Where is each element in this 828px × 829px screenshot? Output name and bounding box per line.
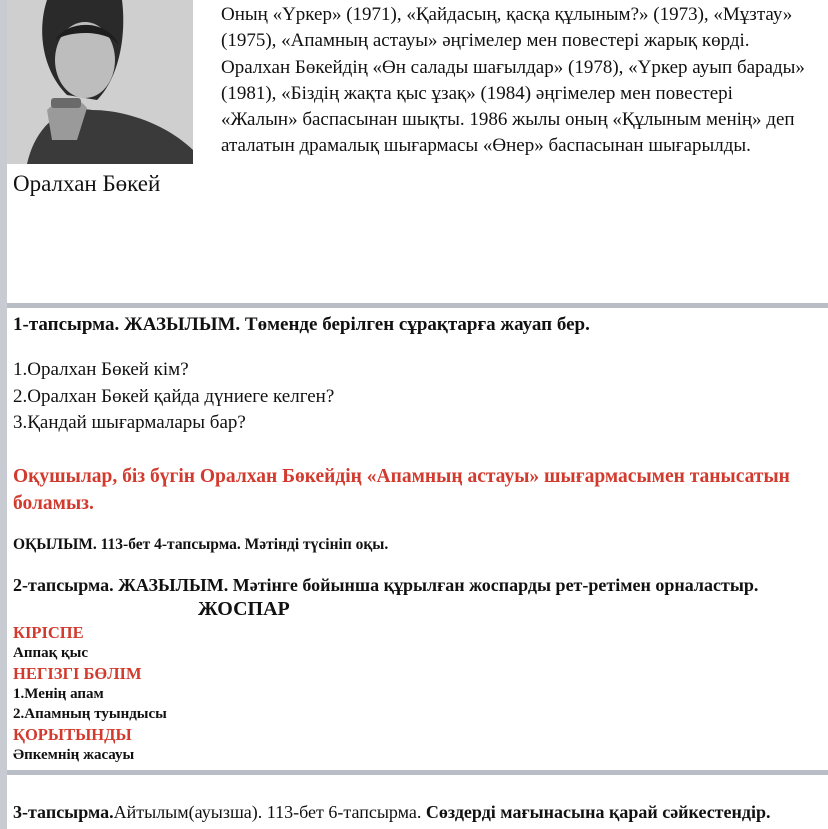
task3-tail: Сөздерді мағынасына қарай сәйкестендір. [425,802,771,822]
task1-heading: 1-тапсырма. ЖАЗЫЛЫМ. Төменде берілген сұрақтарға жауап бер. [13,314,590,335]
section-divider [7,303,828,308]
plan-intro-label: КІРІСПЕ [13,623,84,642]
plan-main-label: НЕГІЗГІ БӨЛІМ [13,664,142,683]
plan-conclusion-item: Әпкемнің жасауы [13,747,135,763]
plan-main-item: 1.Менің апам [13,686,104,702]
lesson-intro: Оқушылар, біз бүгін Оралхан Бөкейдің «Апамның астауы» шығармасымен танысатын боламыз. [13,466,790,514]
task3-middle: Айтылым(ауызша). 113-бет 6-тапсырма. [113,802,426,822]
plan-title: ЖОСПАР [198,598,290,620]
question-item: 2.Оралхан Бөкей қайда дүниеге келген? [13,386,335,407]
plan-intro-item: Аппақ қыс [13,645,89,661]
portrait-illustration [7,0,193,164]
question-item: 3.Қандай шығармалары бар? [13,412,246,433]
author-caption: Оралхан Бөкей [13,171,161,196]
author-bio: Оның «Үркер» (1971), «Қайдасың, қасқа құлыным?» (1973), «Мұзтау» (1975), «Апамның астауы» әңгімелер мен повестері жарық көрді. Оралхан Бөкейдің «Өн салады шағылдар» (1978), «Үркер ауып барады» (1981), «Біздің жақта қыс ұзақ» (1984) әңгімелер мен повестері «Жалын» баспасынан шықты. 1986 жылы оның «Құлыным менің» деп аталатын драмалық шығармасы «Өнер» баспасынан шығарылды. [221,4,805,157]
reading-instruction: ОҚЫЛЫМ. 113-бет 4-тапсырма. Мәтінді түсініп оқы. [13,536,389,553]
page-left-rule [0,0,7,829]
task3-line [13,802,771,823]
section-divider [7,770,828,775]
question-item: 1.Оралхан Бөкей кім? [13,359,189,380]
plan-main-item: 2.Апамның туындысы [13,706,167,722]
plan-conclusion-label: ҚОРЫТЫНДЫ [13,725,132,744]
author-photo [7,0,193,164]
task2-heading: 2-тапсырма. ЖАЗЫЛЫМ. Мәтінге бойынша құрылған жоспарды рет-ретімен орналастыр. [13,575,759,595]
task3-label: 3-тапсырма. [13,802,114,822]
